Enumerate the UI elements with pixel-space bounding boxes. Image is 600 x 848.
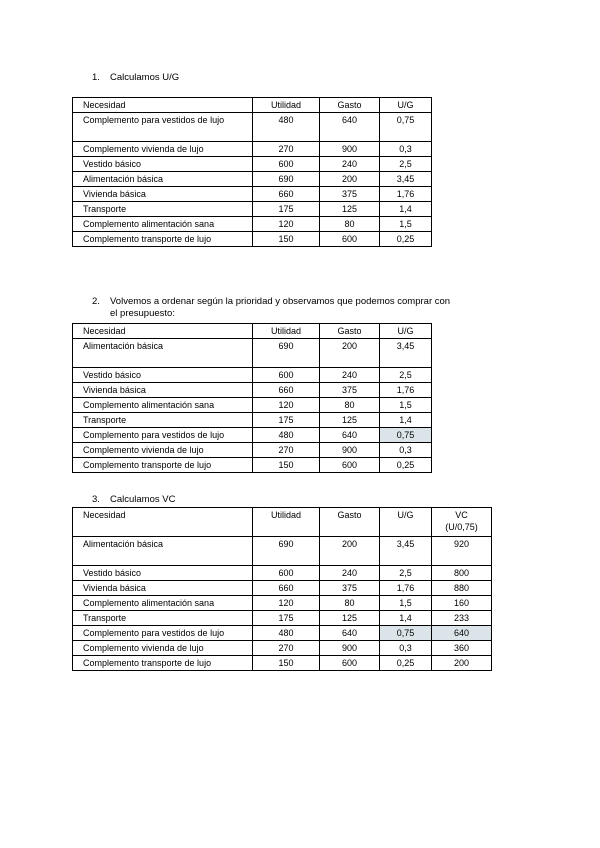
cell-ug: 0,25 bbox=[380, 232, 432, 247]
section-2-title-line2: el presupuesto: bbox=[110, 308, 175, 319]
cell-ug: 0,75 bbox=[380, 626, 432, 641]
table-ordered-body bbox=[73, 339, 432, 473]
cell-gasto: 80 bbox=[320, 217, 380, 232]
cell-ug: 0,75 bbox=[380, 428, 432, 443]
table-vc-body bbox=[73, 537, 492, 671]
cell-necesidad: Complemento alimentación sana bbox=[73, 217, 253, 232]
table-row bbox=[73, 611, 492, 626]
table-header-row bbox=[73, 508, 492, 537]
cell-gasto: 640 bbox=[320, 626, 380, 641]
cell-vc: 920 bbox=[432, 537, 492, 566]
cell-gasto: 240 bbox=[320, 157, 380, 172]
header-ug: U/G bbox=[380, 324, 432, 339]
cell-utilidad: 690 bbox=[253, 172, 320, 187]
cell-vc: 233 bbox=[432, 611, 492, 626]
cell-ug: 1,5 bbox=[380, 217, 432, 232]
cell-utilidad: 600 bbox=[253, 157, 320, 172]
section-1-title: Calculamos U/G bbox=[110, 72, 180, 83]
cell-gasto: 200 bbox=[320, 339, 380, 368]
cell-gasto: 80 bbox=[320, 398, 380, 413]
cell-necesidad: Transporte bbox=[73, 611, 253, 626]
cell-gasto: 200 bbox=[320, 537, 380, 566]
header-necesidad: Necesidad bbox=[73, 324, 253, 339]
cell-necesidad: Alimentación básica bbox=[73, 339, 253, 368]
cell-gasto: 900 bbox=[320, 142, 380, 157]
cell-gasto: 640 bbox=[320, 113, 380, 142]
cell-gasto: 240 bbox=[320, 566, 380, 581]
cell-gasto: 900 bbox=[320, 443, 380, 458]
header-ug: U/G bbox=[380, 98, 432, 113]
cell-necesidad: Complemento transporte de lujo bbox=[73, 232, 253, 247]
table-row bbox=[73, 232, 432, 247]
section-3-number: 3. bbox=[92, 494, 100, 505]
cell-vc: 800 bbox=[432, 566, 492, 581]
cell-utilidad: 150 bbox=[253, 458, 320, 473]
cell-necesidad: Vestido básico bbox=[73, 157, 253, 172]
section-2-heading bbox=[92, 296, 450, 320]
section-2-title-line1: Volvemos a ordenar según la prioridad y observamos que podemos comprar con bbox=[110, 296, 451, 307]
header-utilidad: Utilidad bbox=[253, 508, 320, 537]
table-row bbox=[73, 202, 432, 217]
cell-ug: 0,75 bbox=[380, 113, 432, 142]
table-row bbox=[73, 157, 432, 172]
cell-necesidad: Vestido básico bbox=[73, 566, 253, 581]
cell-gasto: 375 bbox=[320, 383, 380, 398]
table-row bbox=[73, 368, 432, 383]
header-vc-line1: VC bbox=[455, 510, 468, 520]
table-row bbox=[73, 172, 432, 187]
cell-ug: 1,76 bbox=[380, 581, 432, 596]
cell-vc: 160 bbox=[432, 596, 492, 611]
cell-ug: 3,45 bbox=[380, 172, 432, 187]
table-ordered bbox=[72, 323, 432, 473]
header-gasto: Gasto bbox=[320, 508, 380, 537]
table-vc bbox=[72, 507, 492, 671]
cell-necesidad: Vivienda básica bbox=[73, 187, 253, 202]
cell-utilidad: 480 bbox=[253, 113, 320, 142]
table-row bbox=[73, 217, 432, 232]
cell-ug: 0,25 bbox=[380, 458, 432, 473]
cell-ug: 0,3 bbox=[380, 443, 432, 458]
table-row bbox=[73, 413, 432, 428]
table-row bbox=[73, 398, 432, 413]
header-necesidad: Necesidad bbox=[73, 98, 253, 113]
cell-utilidad: 150 bbox=[253, 656, 320, 671]
table-ug bbox=[72, 97, 432, 247]
cell-gasto: 375 bbox=[320, 187, 380, 202]
cell-necesidad: Alimentación básica bbox=[73, 172, 253, 187]
header-vc bbox=[432, 508, 492, 537]
cell-necesidad: Complemento vivienda de lujo bbox=[73, 443, 253, 458]
cell-ug: 2,5 bbox=[380, 157, 432, 172]
cell-utilidad: 690 bbox=[253, 339, 320, 368]
cell-utilidad: 600 bbox=[253, 566, 320, 581]
cell-ug: 1,76 bbox=[380, 383, 432, 398]
header-necesidad: Necesidad bbox=[73, 508, 253, 537]
cell-ug: 3,45 bbox=[380, 537, 432, 566]
section-3-title: Calculamos VC bbox=[110, 494, 176, 505]
cell-utilidad: 690 bbox=[253, 537, 320, 566]
cell-necesidad: Alimentación básica bbox=[73, 537, 253, 566]
header-utilidad: Utilidad bbox=[253, 98, 320, 113]
cell-utilidad: 600 bbox=[253, 368, 320, 383]
cell-gasto: 375 bbox=[320, 581, 380, 596]
cell-necesidad: Vestido básico bbox=[73, 368, 253, 383]
cell-ug: 1,5 bbox=[380, 596, 432, 611]
cell-utilidad: 270 bbox=[253, 641, 320, 656]
cell-necesidad: Complemento para vestidos de lujo bbox=[73, 428, 253, 443]
header-utilidad: Utilidad bbox=[253, 324, 320, 339]
header-gasto: Gasto bbox=[320, 98, 380, 113]
cell-gasto: 80 bbox=[320, 596, 380, 611]
cell-gasto: 240 bbox=[320, 368, 380, 383]
cell-utilidad: 270 bbox=[253, 142, 320, 157]
cell-necesidad: Transporte bbox=[73, 413, 253, 428]
section-3-heading bbox=[92, 494, 175, 506]
table-row bbox=[73, 581, 492, 596]
table-row bbox=[73, 443, 432, 458]
cell-gasto: 600 bbox=[320, 656, 380, 671]
cell-ug: 1,4 bbox=[380, 413, 432, 428]
cell-vc: 880 bbox=[432, 581, 492, 596]
cell-utilidad: 150 bbox=[253, 232, 320, 247]
cell-ug: 2,5 bbox=[380, 566, 432, 581]
table-row bbox=[73, 641, 492, 656]
cell-utilidad: 660 bbox=[253, 383, 320, 398]
cell-ug: 2,5 bbox=[380, 368, 432, 383]
cell-ug: 0,3 bbox=[380, 142, 432, 157]
header-vc-line2: (U/0,75) bbox=[445, 522, 478, 532]
header-gasto: Gasto bbox=[320, 324, 380, 339]
table-header-row bbox=[73, 324, 432, 339]
cell-utilidad: 270 bbox=[253, 443, 320, 458]
cell-vc: 360 bbox=[432, 641, 492, 656]
cell-necesidad: Vivienda básica bbox=[73, 383, 253, 398]
table-header-row bbox=[73, 98, 432, 113]
section-1-heading bbox=[92, 72, 179, 84]
cell-gasto: 125 bbox=[320, 202, 380, 217]
cell-ug: 1,5 bbox=[380, 398, 432, 413]
header-ug: U/G bbox=[380, 508, 432, 537]
cell-ug: 1,4 bbox=[380, 611, 432, 626]
cell-utilidad: 120 bbox=[253, 596, 320, 611]
cell-gasto: 600 bbox=[320, 232, 380, 247]
cell-necesidad: Complemento para vestidos de lujo bbox=[73, 113, 253, 142]
table-row bbox=[73, 142, 432, 157]
cell-gasto: 125 bbox=[320, 413, 380, 428]
cell-utilidad: 660 bbox=[253, 581, 320, 596]
cell-gasto: 125 bbox=[320, 611, 380, 626]
cell-ug: 1,76 bbox=[380, 187, 432, 202]
cell-utilidad: 480 bbox=[253, 626, 320, 641]
cell-ug: 0,3 bbox=[380, 641, 432, 656]
cell-gasto: 640 bbox=[320, 428, 380, 443]
table-row bbox=[73, 187, 432, 202]
table-row bbox=[73, 626, 492, 641]
cell-gasto: 200 bbox=[320, 172, 380, 187]
table-row bbox=[73, 428, 432, 443]
cell-ug: 3,45 bbox=[380, 339, 432, 368]
cell-necesidad: Complemento alimentación sana bbox=[73, 596, 253, 611]
cell-gasto: 900 bbox=[320, 641, 380, 656]
cell-necesidad: Complemento alimentación sana bbox=[73, 398, 253, 413]
cell-utilidad: 120 bbox=[253, 217, 320, 232]
section-2-number: 2. bbox=[92, 296, 100, 307]
cell-ug: 0,25 bbox=[380, 656, 432, 671]
cell-necesidad: Complemento vivienda de lujo bbox=[73, 641, 253, 656]
cell-utilidad: 480 bbox=[253, 428, 320, 443]
table-row bbox=[73, 113, 432, 142]
cell-necesidad: Vivienda básica bbox=[73, 581, 253, 596]
table-row bbox=[73, 458, 432, 473]
table-row bbox=[73, 383, 432, 398]
cell-necesidad: Transporte bbox=[73, 202, 253, 217]
cell-gasto: 600 bbox=[320, 458, 380, 473]
cell-utilidad: 660 bbox=[253, 187, 320, 202]
cell-vc: 200 bbox=[432, 656, 492, 671]
cell-necesidad: Complemento transporte de lujo bbox=[73, 656, 253, 671]
table-row bbox=[73, 339, 432, 368]
table-row bbox=[73, 656, 492, 671]
cell-utilidad: 120 bbox=[253, 398, 320, 413]
cell-necesidad: Complemento para vestidos de lujo bbox=[73, 626, 253, 641]
section-1-number: 1. bbox=[92, 72, 100, 83]
cell-utilidad: 175 bbox=[253, 413, 320, 428]
cell-necesidad: Complemento vivienda de lujo bbox=[73, 142, 253, 157]
cell-utilidad: 175 bbox=[253, 611, 320, 626]
cell-ug: 1,4 bbox=[380, 202, 432, 217]
table-row bbox=[73, 537, 492, 566]
cell-necesidad: Complemento transporte de lujo bbox=[73, 458, 253, 473]
table-row bbox=[73, 566, 492, 581]
cell-utilidad: 175 bbox=[253, 202, 320, 217]
table-ug-body bbox=[73, 113, 432, 247]
cell-vc: 640 bbox=[432, 626, 492, 641]
table-row bbox=[73, 596, 492, 611]
